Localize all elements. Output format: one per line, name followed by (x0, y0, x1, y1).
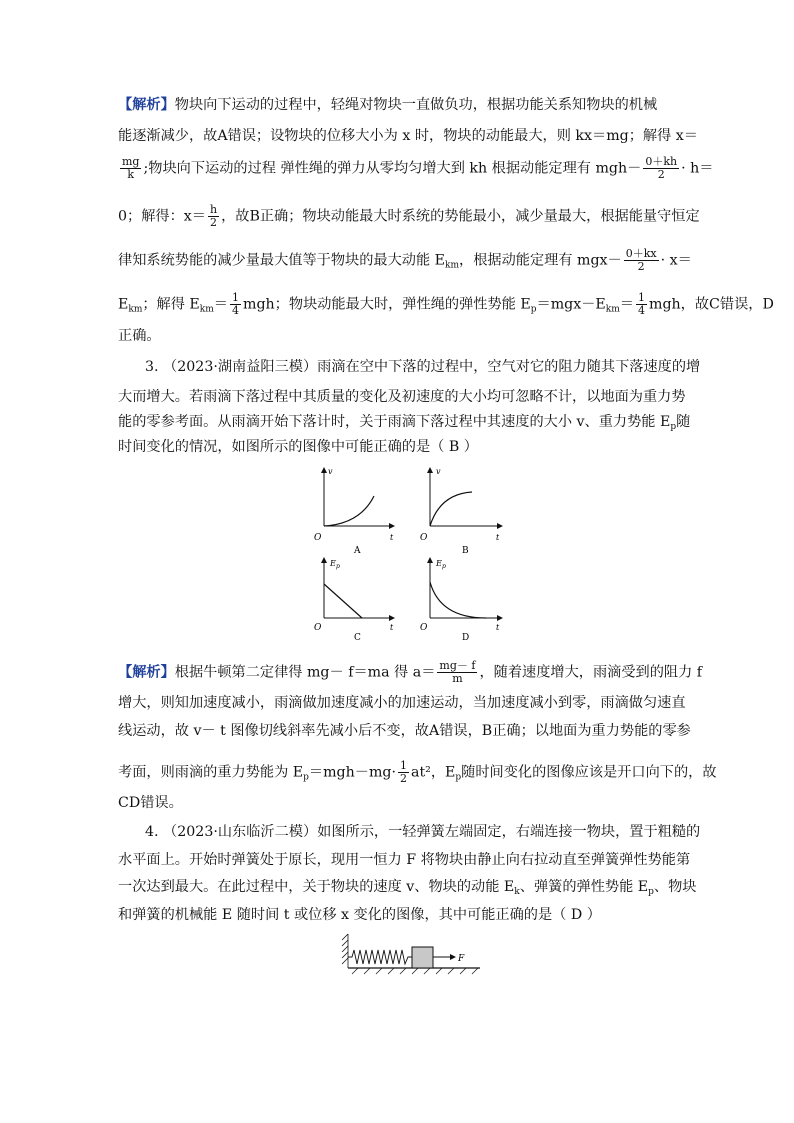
caption-d: D (462, 633, 470, 642)
caption-a: A (354, 546, 361, 556)
svg-text:E: E (330, 559, 336, 568)
ground-hatching (352, 968, 478, 974)
svg-text:p: p (442, 563, 446, 570)
para1-line1: 【解析】物块向下运动的过程中，轻绳对物块一直做负功，根据功能关系知物块的机械 (118, 97, 658, 113)
curve-b (430, 492, 472, 526)
q3-line3: 能的零参考面。从雨滴开始下落计时，关于雨滴下落过程中其速度的大小 v、重力势能 $E_p$随 (118, 414, 691, 432)
axis-v-label-a: v (328, 467, 333, 476)
spring (348, 950, 412, 964)
para1-line7: 正确。 (118, 328, 161, 344)
para1-line6: $E_{km}$；解得 $E_{km}=$ $\frac{1}{4}$ mgh；物块动能最大时，弹性绳的弹性势能 $E_p=mgx-E_{km}=$ $\frac{1}{4}$ mgh，故C错误，D (118, 291, 774, 317)
caption-b: B (462, 546, 469, 556)
para1-line2: 能逐渐减少，故A错误；设物块的位移大小为 x 时，物块的动能最大，则 kx＝mg；解得 x＝ (118, 128, 698, 144)
caption-c: C (354, 633, 361, 642)
para2-line2: 增大，则知加速度减小，雨滴做加速度减小的加速运动，当加速度减小到零，雨滴做匀速直 (118, 695, 686, 711)
para1-line4: 0；解得：x＝ $\frac{h}{2}$ ，故B正确；物块动能最大时系统的势能最小，减少量最大，根据能量守恒定 (118, 203, 700, 229)
curve-a (324, 496, 374, 526)
q4-line2: 水平面上。开始时弹簧处于原长，现用一恒力 F 将物块由静止向右拉动直至弹簧弹性势能第 (118, 852, 691, 868)
svg-text:O: O (314, 623, 322, 633)
q3-line1: 3. （2023·湖南益阳三模）雨滴在空中下落的过程中，空气对它的阻力随其下落速度的增 (145, 359, 701, 375)
graphs-figure (310, 462, 520, 642)
graph-c (314, 558, 394, 642)
spring-block-figure (340, 932, 485, 976)
q3-line4: 时间变化的情况，如图所示的图像中可能正确的是（ B ） (118, 439, 478, 455)
analysis-tag-2: 【解析】 (118, 664, 175, 681)
graph-a (314, 467, 394, 556)
svg-text:t: t (496, 623, 500, 632)
q4-line3: 一次达到最大。在此过程中，关于物块的速度 v、物块的动能 $E_k$、弹簧的弹性势能 $E_p$、物块 (118, 879, 697, 897)
line-c (324, 584, 362, 618)
graph-b (420, 467, 502, 556)
q4-line1: 4. （2023·山东临沂二模）如图所示，一轻弹簧左端固定，右端连接一物块，置于粗糙的 (145, 824, 701, 840)
origin-label-a: O (314, 533, 322, 543)
para2-line5: CD错误。 (118, 795, 183, 811)
wall-hatching (342, 934, 348, 968)
svg-text:p: p (336, 563, 340, 570)
graph-d (420, 558, 502, 642)
axis-t-label-a: t (390, 533, 394, 542)
para1-line5: 律知系统势能的减少量最大值等于物块的最大动能 $E_{km}$，根据动能定理有 mgx－ $\frac{0+kx}{2}$ · x＝ (118, 247, 692, 273)
q4-line4: 和弹簧的机械能 E 随时间 t 或位移 x 变化的图像，其中可能正确的是（ D ） (118, 907, 601, 923)
fraction: $\frac{mg}{k}$ (122, 155, 140, 181)
force-label: F (458, 954, 465, 964)
svg-text:E: E (436, 559, 442, 568)
svg-text:O: O (420, 623, 428, 633)
svg-text:t: t (390, 623, 394, 632)
block (412, 947, 433, 968)
q3-line2: 大而增大。若雨滴下落过程中其质量的变化及初速度的大小均可忽略不计，以地面为重力势 (118, 389, 686, 405)
para1-line3: $\frac{mg}{k}$ ;物块向下运动的过程 弹性绳的弹力从零均匀增大到 kh 根据动能定理有 mgh－ $\frac{0+kh}{2}$ · h＝ (122, 155, 714, 181)
para2-line3: 线运动，故 v－ t 图像切线斜率先减小后不变，故A错误，B正确；以地面为重力势能的零参 (118, 723, 691, 739)
analysis-tag: 【解析】 (118, 97, 175, 113)
svg-text:v: v (436, 467, 441, 476)
svg-text:t: t (496, 533, 500, 542)
curve-d (430, 582, 486, 618)
para2-line4: 考面，则雨滴的重力势能为 $E_p=mgh-mg\cdot$ $\frac{1}{2}$ at²，$E_p$随时间变化的图像应该是开口向下的，故 (118, 759, 717, 785)
svg-text:O: O (420, 533, 428, 543)
para2-line1: 【解析】根据牛顿第二定律得 mg－ f＝ma 得 a＝ $\frac{mg- f}{m}$ ，随着速度增大，雨滴受到的阻力 f (118, 659, 703, 685)
